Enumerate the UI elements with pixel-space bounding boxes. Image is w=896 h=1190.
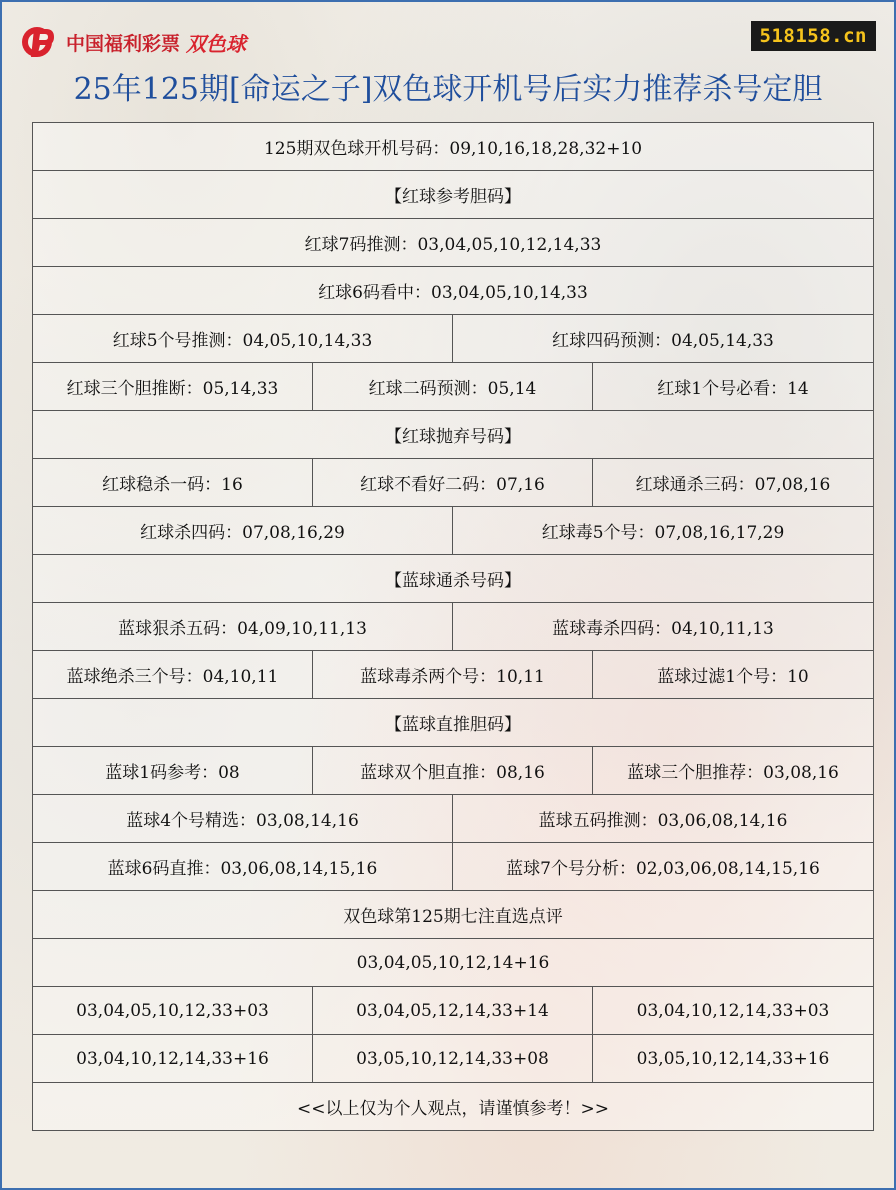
blue-4-cell: 蓝球4个号精选：03,08,14,16: [33, 795, 453, 843]
red-2-cell: 红球二码预测：05,14: [313, 363, 593, 411]
pick-cell-6: 03,05,10,12,14,33+08: [313, 1035, 593, 1083]
red-3-cell: 红球三个胆推断：05,14,33: [33, 363, 313, 411]
blue-2-cell: 蓝球双个胆直推：08,16: [313, 747, 593, 795]
pick-cell-2: 03,04,05,10,12,33+03: [33, 987, 313, 1035]
section-header-blue-core: 【蓝球直推胆码】: [33, 699, 874, 747]
section-header-red-core: 【红球参考胆码】: [33, 171, 874, 219]
red-kill-5-cell: 红球毒5个号：07,08,16,17,29: [453, 507, 874, 555]
blue-kill-1-cell: 蓝球过滤1个号：10: [593, 651, 874, 699]
prediction-table: [32, 122, 874, 1131]
site-badge[interactable]: 518158.cn: [751, 21, 876, 51]
blue-kill-5-cell: 蓝球狠杀五码：04,09,10,11,13: [33, 603, 453, 651]
pick-cell-3: 03,04,05,12,14,33+14: [313, 987, 593, 1035]
blue-6-cell: 蓝球6码直推：03,06,08,14,15,16: [33, 843, 453, 891]
red-kill-1-cell: 红球稳杀一码：16: [33, 459, 313, 507]
red-kill-2-cell: 红球不看好二码：07,16: [313, 459, 593, 507]
blue-1-cell: 蓝球1码参考：08: [33, 747, 313, 795]
red-6-cell: 红球6码看中：03,04,05,10,14,33: [33, 267, 874, 315]
logo-text: 中国福利彩票: [66, 32, 181, 55]
red-kill-4-cell: 红球杀四码：07,08,16,29: [33, 507, 453, 555]
blue-7-cell: 蓝球7个号分析：02,03,06,08,14,15,16: [453, 843, 874, 891]
logo-ssq-text: 双色球: [186, 31, 247, 56]
disclaimer-cell: <<以上仅为个人观点，请谨慎参考！>>: [33, 1083, 874, 1131]
welfare-lottery-logo-icon: [20, 25, 60, 59]
blue-3-cell: 蓝球三个胆推荐：03,08,16: [593, 747, 874, 795]
page-title: 25年125期[命运之子]双色球开机号后实力推荐杀号定胆: [73, 72, 823, 107]
red-4-cell: 红球四码预测：04,05,14,33: [453, 315, 874, 363]
red-5-cell: 红球5个号推测：04,05,10,14,33: [33, 315, 453, 363]
pick-cell-7: 03,05,10,12,14,33+16: [593, 1035, 874, 1083]
blue-5-cell: 蓝球五码推测：03,06,08,14,16: [453, 795, 874, 843]
section-header-red-kill: 【红球抛弃号码】: [33, 411, 874, 459]
draw-result-cell: 125期双色球开机号码：09,10,16,18,28,32+10: [33, 123, 874, 171]
pick-cell-5: 03,04,10,12,14,33+16: [33, 1035, 313, 1083]
section-header-picks: 双色球第125期七注直选点评: [33, 891, 874, 939]
pick-cell-4: 03,04,10,12,14,33+03: [593, 987, 874, 1035]
red-7-cell: 红球7码推测：03,04,05,10,12,14,33: [33, 219, 874, 267]
pick-cell-1: 03,04,05,10,12,14+16: [33, 939, 874, 987]
red-kill-3-cell: 红球通杀三码：07,08,16: [593, 459, 874, 507]
red-1-cell: 红球1个号必看：14: [593, 363, 874, 411]
blue-kill-3-cell: 蓝球绝杀三个号：04,10,11: [33, 651, 313, 699]
blue-kill-2-cell: 蓝球毒杀两个号：10,11: [313, 651, 593, 699]
lottery-logo: [20, 24, 246, 60]
blue-kill-4-cell: 蓝球毒杀四码：04,10,11,13: [453, 603, 874, 651]
section-header-blue-kill: 【蓝球通杀号码】: [33, 555, 874, 603]
